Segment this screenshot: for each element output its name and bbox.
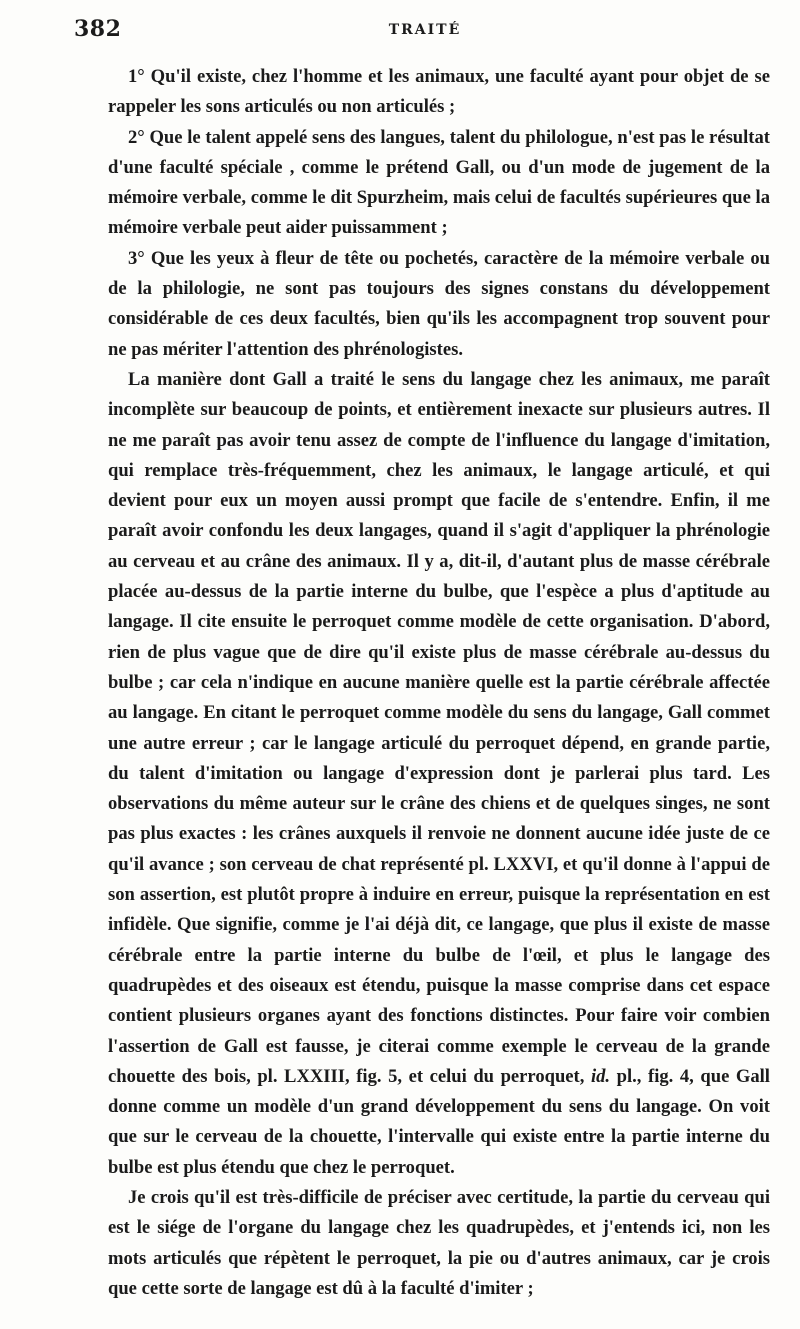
- paragraph-gall-critique-end: pl., fig. 4, que Gall donne comme un modèle d'un grand développement du sens du langage. On voit que sur le cerveau de la chouette, l'intervalle qui existe entre la partie interne du bulbe est plus étendu que chez le perroquet.: [108, 1065, 770, 1178]
- italic-id: id.: [590, 1065, 611, 1087]
- running-head: TRAITÉ: [388, 22, 462, 38]
- paragraph-gall-critique: [108, 365, 770, 1183]
- paragraph-gall-critique-text: La manière dont Gall a traité le sens du langage chez les animaux, me paraît incomplète sur beaucoup de points, et entièrement inexacte sur plusieurs autres. Il ne me paraît pas avoir tenu assez de compte de l'influence du langage d'imitation, qui remplace très-fréquemment, chez les animaux, le langage articulé, et qui devient pour eux un moyen aussi prompt que facile de s'entendre. Enfin, il me paraît avoir confondu les deux langages, quand il s'agit d'appliquer la phrénologie au cerveau et au crâne des animaux. Il y a, dit-il, d'autant plus de masse cérébrale placée au-dessus de la partie interne du bulbe, que l'espèce a plus d'aptitude au langage. Il cite ensuite le perroquet comme modèle de cette organisation. D'abord, rien de plus vague que de dire qu'il existe plus de masse cérébrale au-dessus du bulbe ; car cela n'indique en aucune manière quelle est la partie cérébrale affectée au langage. En citant le perroquet comme modèle du sens du langage, Gall commet une autre erreur ; car le langage articulé du perroquet dépend, en grande partie, du talent d'imitation ou langage d'expression dont je parlerai plus tard. Les observations du même auteur sur le crâne des chiens et de quelques singes, ne sont pas plus exactes : les crânes auxquels il renvoie ne donnent aucune idée juste de ce qu'il avance ; son cerveau de chat représenté pl. LXXVI, et qu'il donne à l'appui de son assertion, est plutôt propre à induire en erreur, puisque la représentation en est infidèle. Que signifie, comme je l'ai déjà dit, ce langage, que plus il existe de masse cérébrale entre la partie interne du bulbe de l'œil, et plus le langage des quadrupèdes et des oiseaux est étendu, puisque la masse comprise dans cet espace contient plusieurs organes ayant des fonctions distinctes. Pour faire voir combien l'assertion de Gall est fausse, je citerai comme exemple le cerveau de la grande chouette des bois, pl. LXXIII, fig. 5, et celui du perroquet,: [108, 368, 770, 1087]
- paragraph-point-1: 1° Qu'il existe, chez l'homme et les animaux, une faculté ayant pour objet de se rappeler les sons articulés ou non articulés ;: [108, 66, 770, 118]
- paragraph-point-2: 2° Que le talent appelé sens des langues, talent du philologue, n'est pas le résultat d'une faculté spéciale , comme le prétend Gall, ou d'un mode de jugement de la mémoire verbale, comme le dit Spurzheim, mais celui de facultés supérieures que la mémoire verbale peut aider puissamment ;: [108, 126, 770, 239]
- page-number: 382: [74, 16, 122, 42]
- paragraph-conclusion: Je crois qu'il est très-difficile de préciser avec certitude, la partie du cerveau qui est le siége de l'organe du langage chez les quadrupèdes, et j'entends ici, non les mots articulés que répètent le perroquet, la pie ou d'autres animaux, car je crois que cette sorte de langage est dû à la faculté d'imiter ;: [108, 1186, 770, 1299]
- paragraph-point-3: 3° Que les yeux à fleur de tête ou pochetés, caractère de la mémoire verbale ou de la philologie, ne sont pas toujours des signes constans du développement considérable de ces deux facultés, bien qu'ils les accompagnent trop souvent pour ne pas mériter l'attention des phrénologistes.: [108, 247, 770, 360]
- body-text: [108, 62, 770, 1304]
